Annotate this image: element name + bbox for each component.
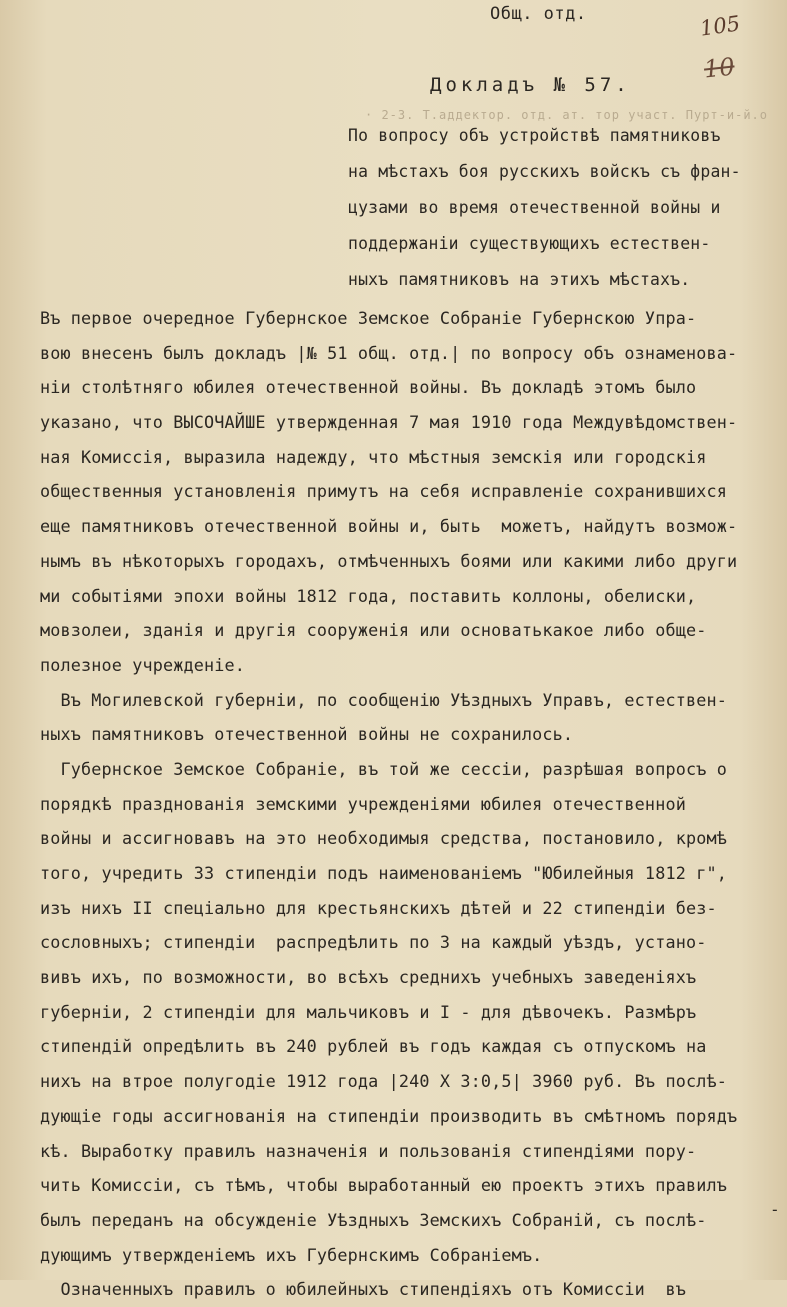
body-line: ная Комиссiя, выразила надежду, что мѣстныя земскiя или городскiя <box>40 446 707 467</box>
report-title: Докладъ № 57. <box>430 74 631 96</box>
body-line: сословныхъ; стипендiи распредѣлить по 3 на каждый уѣздъ, устано- <box>40 932 707 953</box>
body-line: порядкѣ празднованiя земскими учрежденiями юбилея отечественной <box>40 793 686 814</box>
subject-line: По вопросу объ устройствѣ памятниковъ <box>348 126 721 145</box>
body-line: еще памятниковъ отечественной войны и, быть можетъ, найдутъ возмож- <box>40 516 738 537</box>
subject-line: поддержанiи существующихъ естествен- <box>348 234 711 253</box>
body-line: нiи столѣтняго юбилея отечественной войны. Въ докладѣ этомъ было <box>40 377 697 398</box>
body-line: ми событiями эпохи войны 1812 года, поставить коллоны, обелиски, <box>40 585 697 606</box>
body-line: дующiе годы ассигнованiя на стипендiи производить въ смѣтномъ порядъ <box>40 1105 738 1126</box>
body-line: вою внесенъ былъ докладъ |№ 51 общ. отд.| по вопросу объ ознаменова- <box>40 342 738 363</box>
faded-show-through-text: · 2-3. Т.аддектор. отд. ат. тор участ. Пурт-и-й.о <box>365 108 769 122</box>
line-end-dash: - <box>770 1200 780 1219</box>
body-line: указано, что ВЫСОЧАЙШЕ утвержденная 7 мая 1910 года Междувѣдомствен- <box>40 412 738 433</box>
archive-page-number: 105 <box>698 11 742 41</box>
body-line: полезное учрежденiе. <box>40 654 246 675</box>
body-line: изъ нихъ II спецiально для крестьянскихъ дѣтей и 22 стипендiи без- <box>40 897 717 918</box>
body-line: ныхъ памятниковъ отечественной войны не сохранилось. <box>40 724 574 745</box>
body-line: дующимъ утвержденiемъ ихъ Губернскимъ Собранiемъ. <box>40 1244 543 1265</box>
body-line: нихъ на втрое полугодiе 1912 года |240 X 3:0,5| 3960 руб. Въ послѣ- <box>40 1071 727 1092</box>
report-body <box>40 301 785 1307</box>
body-line: Въ первое очередное Губернское Земское Собранiе Губернскою Упра- <box>40 308 697 328</box>
body-line: губернiи, 2 стипендiи для мальчиковъ и I - для дѣвочекъ. Размѣръ <box>40 1001 697 1022</box>
subject-line: цузами во время отечественной войны и <box>348 198 721 217</box>
archive-page-number-crossed: 10 <box>702 52 736 84</box>
body-line: былъ переданъ на обсужденiе Уѣздныхъ Земскихъ Собранiй, съ послѣ- <box>40 1209 707 1230</box>
report-subject <box>348 118 783 298</box>
department-header: Общ. отд. <box>490 4 587 24</box>
body-line: войны и ассигновавъ на это необходимыя средства, постановило, кромѣ <box>40 828 727 849</box>
body-line: мовзолеи, зданiя и другiя сооруженiя или основатькакое либо обще- <box>40 620 707 641</box>
body-line: вивъ ихъ, по возможности, во всѣхъ среднихъ учебныхъ заведенiяхъ <box>40 967 697 988</box>
subject-line: ныхъ памятниковъ на этихъ мѣстахъ. <box>348 270 691 289</box>
body-line: кѣ. Выработку правилъ назначенiя и пользованiя стипендiями пору- <box>40 1140 697 1161</box>
body-line: нымъ въ нѣкоторыхъ городахъ, отмѣченныхъ боями или какими либо други <box>40 550 738 571</box>
body-line: стипендiй опредѣлить въ 240 рублей въ годъ каждая съ отпускомъ на <box>40 1036 707 1057</box>
body-line: Губернское Земское Собранiе, въ той же сессiи, разрѣшая вопросъ о <box>40 758 727 779</box>
body-line: Означенныхъ правилъ о юбилейныхъ стипендiяхъ отъ Комиссiи въ <box>40 1279 686 1300</box>
body-line: чить Комиссiи, съ тѣмъ, чтобы выработанный ею проектъ этихъ правилъ <box>40 1175 727 1196</box>
body-line: того, учредить 33 стипендiи подъ наименованiемъ "Юбилейныя 1812 г", <box>40 863 727 883</box>
body-line: общественныя установленiя примутъ на себя исправленiе сохранившихся <box>40 481 727 502</box>
body-line: Въ Могилевской губернiи, по сообщенiю Уѣздныхъ Управъ, естествен- <box>40 689 727 710</box>
subject-line: на мѣстахъ боя русскихъ войскъ съ фран- <box>348 162 741 181</box>
